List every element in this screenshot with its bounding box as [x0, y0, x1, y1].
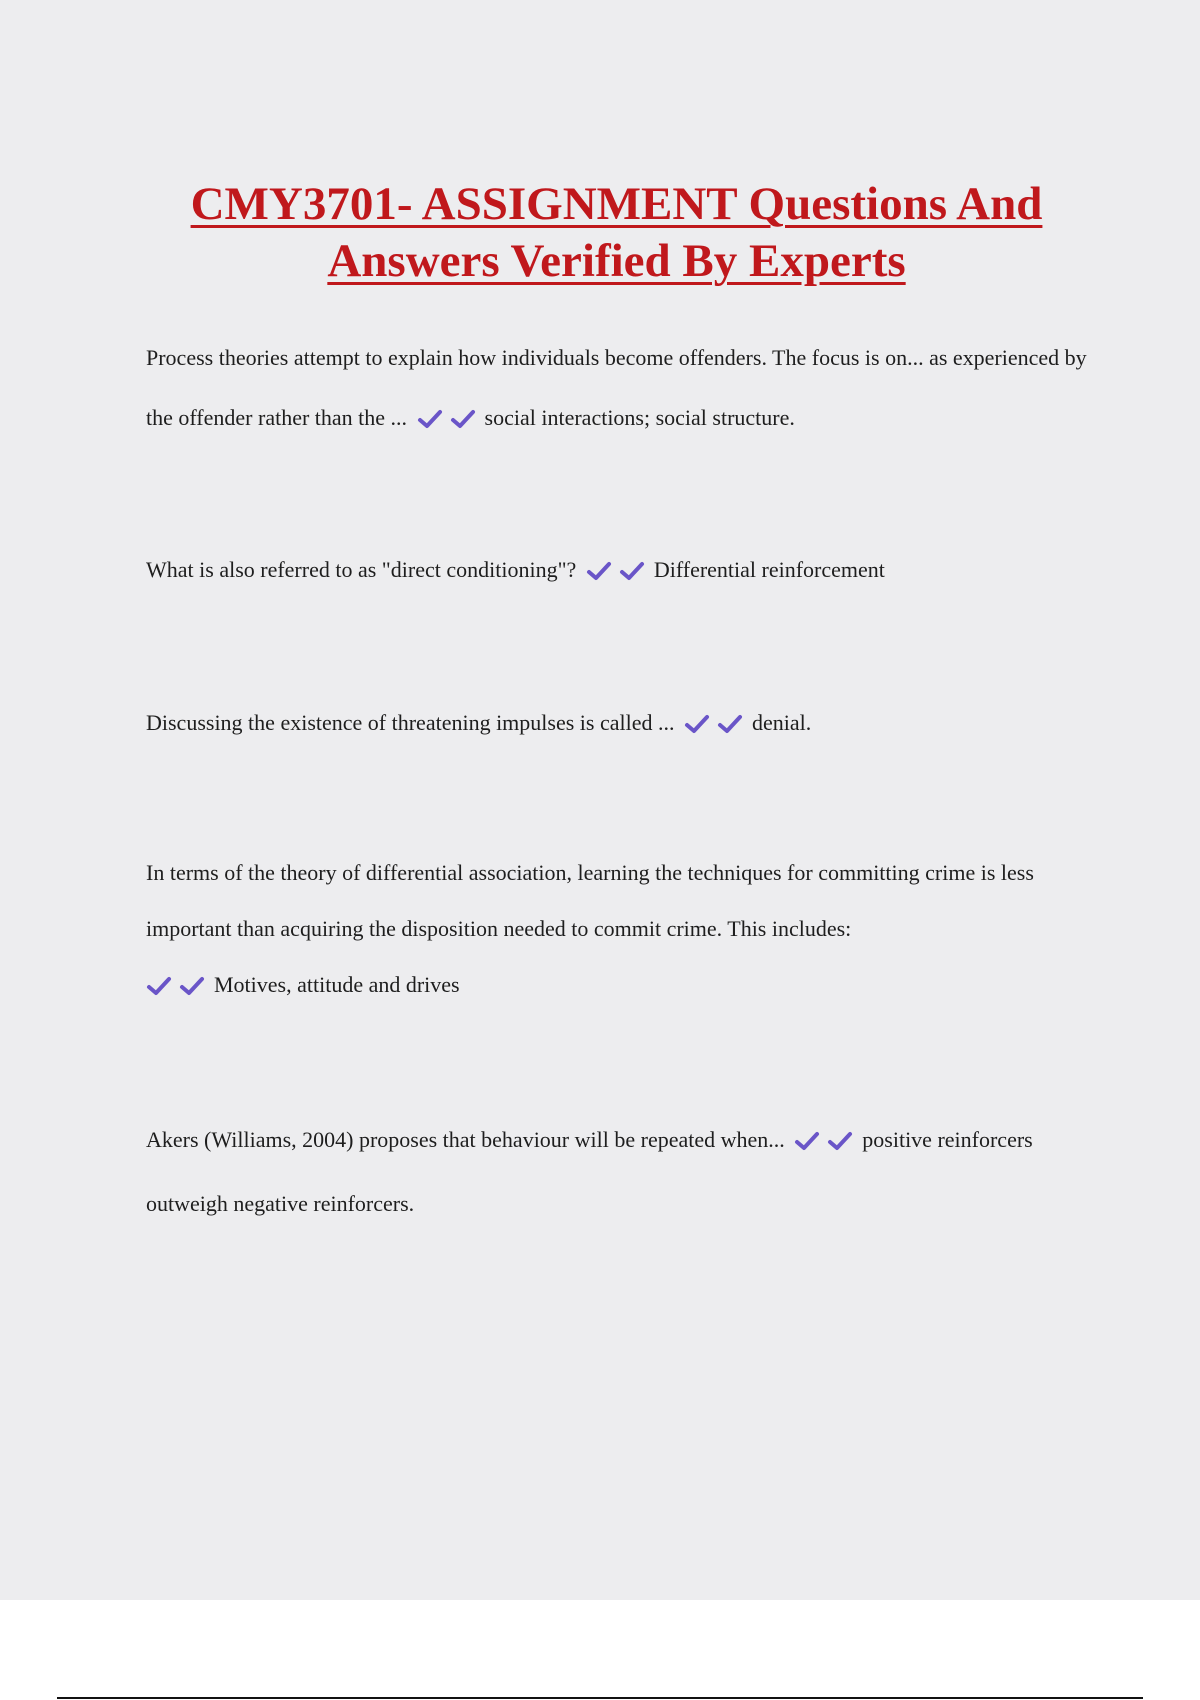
check-mark-icon: [794, 1131, 820, 1151]
check-mark-icon: [417, 409, 443, 429]
question-text: What is also referred to as "direct conditioning"?: [146, 557, 577, 582]
answer-text: denial.: [751, 710, 812, 735]
answer-text: social interactions; social structure.: [484, 405, 795, 430]
check-marks: [146, 961, 212, 1017]
qa-item: [146, 693, 1096, 757]
check-marks: [586, 544, 652, 604]
check-marks: [794, 1114, 860, 1174]
question-text: Discussing the existence of threatening impulses is called ...: [146, 710, 675, 735]
check-mark-icon: [586, 561, 612, 581]
check-marks: [417, 392, 483, 452]
check-mark-icon: [146, 976, 172, 996]
check-mark-icon: [450, 409, 476, 429]
page-bottom-rule: [57, 1697, 1143, 1699]
qa-item: [146, 540, 1096, 604]
question-text: Process theories attempt to explain how individuals become offenders. The focus is on... as experienced by the offender rather than the ...: [146, 345, 1087, 430]
answer-text: Differential reinforcement: [653, 557, 885, 582]
check-mark-icon: [684, 714, 710, 734]
answer-text: Motives, attitude and drives: [214, 972, 460, 997]
qa-item: [146, 1110, 1096, 1234]
qa-item: [146, 845, 1096, 1017]
question-text: Akers (Williams, 2004) proposes that behaviour will be repeated when...: [146, 1127, 785, 1152]
check-mark-icon: [717, 714, 743, 734]
document-title: CMY3701- ASSIGNMENT Questions And Answers Verified By Experts: [190, 178, 1043, 288]
check-marks: [684, 697, 750, 757]
answer-text: positive reinforcers outweigh negative reinforcers.: [146, 1127, 1033, 1216]
check-mark-icon: [179, 976, 205, 996]
question-text: In terms of the theory of differential association, learning the techniques for committing crime is less important than acquiring the disposition needed to commit crime. This includes:: [146, 860, 1034, 941]
check-mark-icon: [619, 561, 645, 581]
check-mark-icon: [827, 1131, 853, 1151]
qa-item: [146, 328, 1096, 452]
